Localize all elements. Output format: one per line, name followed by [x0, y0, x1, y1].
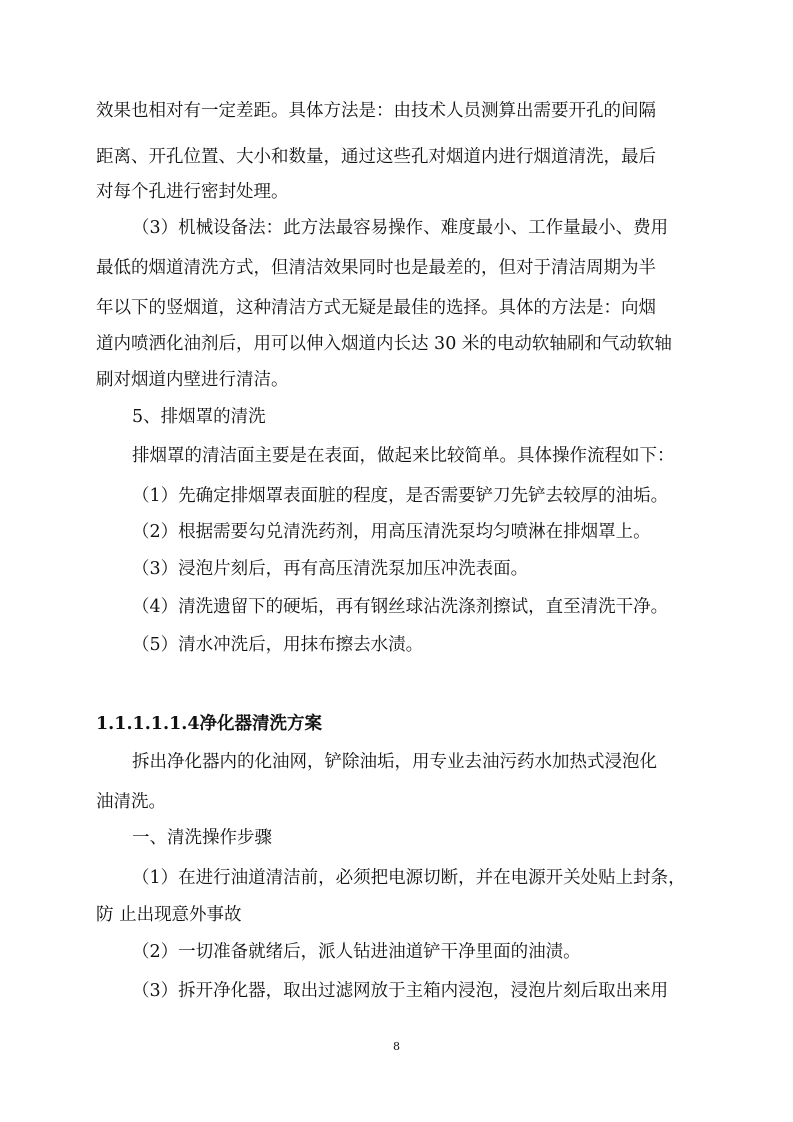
paragraph-line: 效果也相对有一定差距。具体方法是：由技术人员测算出需要开孔的间隔: [96, 101, 656, 121]
list-item: （3）拆开净化器，取出过滤网放于主箱内浸泡，浸泡片刻后取出来用: [132, 981, 669, 1001]
paragraph-line: 年以下的竖烟道，这种清洁方式无疑是最佳的选择。具体的方法是：向烟: [96, 298, 656, 318]
paragraph-line: 最低的烟道清洗方式，但清洁效果同时也是最差的，但对于清洁周期为半: [96, 258, 656, 278]
list-item: （5）清水冲洗后，用抹布擦去水渍。: [132, 635, 424, 655]
list-item: （4）清洗遗留下的硬垢，再有钢丝球沾洗涤剂擦试，直至清洗干净。: [132, 597, 669, 617]
section-subtitle: 5、排烟罩的清洗: [132, 407, 266, 427]
paragraph-line: 油清洗。: [96, 792, 166, 812]
paragraph-line: （3）机械设备法：此方法最容易操作、难度最小、工作量最小、费用: [132, 218, 669, 238]
paragraph-line: 道内喷洒化油剂后，用可以伸入烟道内长达 30 米的电动软轴刷和气动软轴: [96, 334, 672, 354]
paragraph-line: 刷对烟道内壁进行清洁。: [96, 370, 289, 390]
list-item: （1）在进行油道清洁前，必须把电源切断，并在电源开关处贴上封条，: [132, 868, 686, 888]
list-item: （2）根据需要勾兑清洗药剂，用高压清洗泵均匀喷淋在排烟罩上。: [132, 522, 651, 542]
list-item: （3）浸泡片刻后，再有高压清洗泵加压冲洗表面。: [132, 559, 529, 579]
paragraph-line: 防 止出现意外事故: [96, 905, 242, 925]
paragraph-line: 对每个孔进行密封处理。: [96, 182, 289, 202]
page-number: 8: [393, 1040, 400, 1053]
section-subtitle: 一、清洗操作步骤: [132, 828, 272, 848]
section-heading: 1.1.1.1.1.4净化器清洗方案: [96, 714, 323, 734]
paragraph-line: 排烟罩的清洁面主要是在表面，做起来比较简单。具体操作流程如下：: [132, 446, 675, 466]
list-item: （1）先确定排烟罩表面脏的程度，是否需要铲刀先铲去较厚的油垢。: [132, 486, 669, 506]
paragraph-line: 拆出净化器内的化油网，铲除油垢，用专业去油污药水加热式浸泡化: [132, 752, 657, 772]
list-item: （2）一切准备就绪后，派人钻进油道铲干净里面的油渍。: [132, 942, 581, 962]
paragraph-line: 距离、开孔位置、大小和数量，通过这些孔对烟道内进行烟道清洗，最后: [96, 147, 656, 167]
